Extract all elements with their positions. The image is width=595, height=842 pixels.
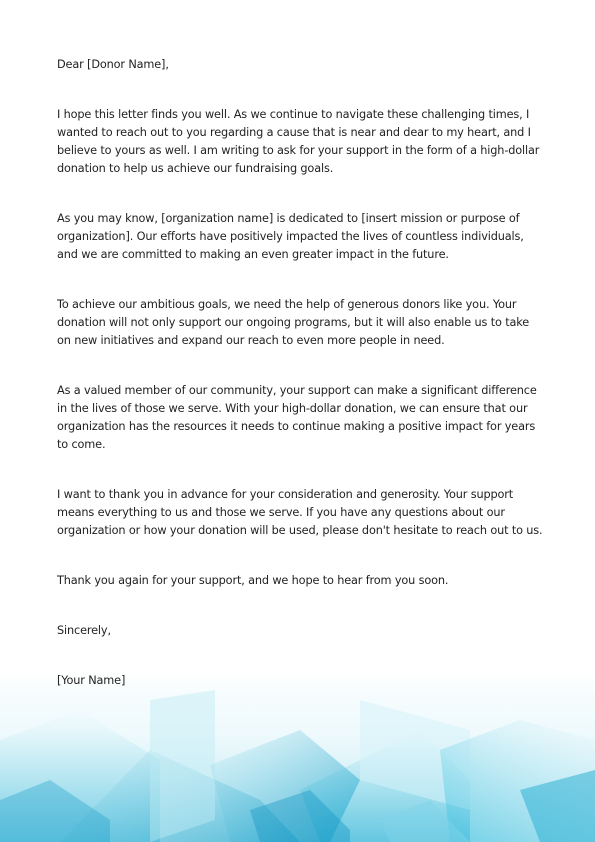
paragraph-mission: As you may know, [organization name] is dedicated to [insert mission or purpose of organization]. Our efforts have positively impacted the lives of countless individuals, and we are committed to making an even greater impact in the future. [57,212,524,261]
letter-body [57,56,543,690]
signature: [Your Name] [57,674,126,687]
paragraph-final: Thank you again for your support, and we hope to hear from you soon. [57,574,449,587]
paragraph-opening: I hope this letter finds you well. As we continue to navigate these challenging times, I wanted to reach out to you regarding a cause that is near and dear to my heart, and I believe to yours as well. I am writing to ask for your support in the form of a high-dollar donation to help us achieve our fundraising goals. [57,108,540,175]
closing: Sincerely, [57,624,111,637]
salutation: Dear [Donor Name], [57,58,169,71]
paragraph-thanks: I want to thank you in advance for your consideration and generosity. Your support means everything to us and those we serve. If you have any questions about our organization or how your donation will be used, please don't hesitate to reach out to us. [57,488,543,537]
decorative-footer-graphic [0,670,595,842]
paragraph-community: As a valued member of our community, your support can make a significant difference in the lives of those we serve. With your high-dollar donation, we can ensure that our organization has the resources it needs to continue making a positive impact for years to come. [57,384,537,451]
paragraph-goals: To achieve our ambitious goals, we need the help of generous donors like you. Your donation will not only support our ongoing programs, but it will also enable us to take on new initiatives and expand our reach to even more people in need. [57,298,530,347]
